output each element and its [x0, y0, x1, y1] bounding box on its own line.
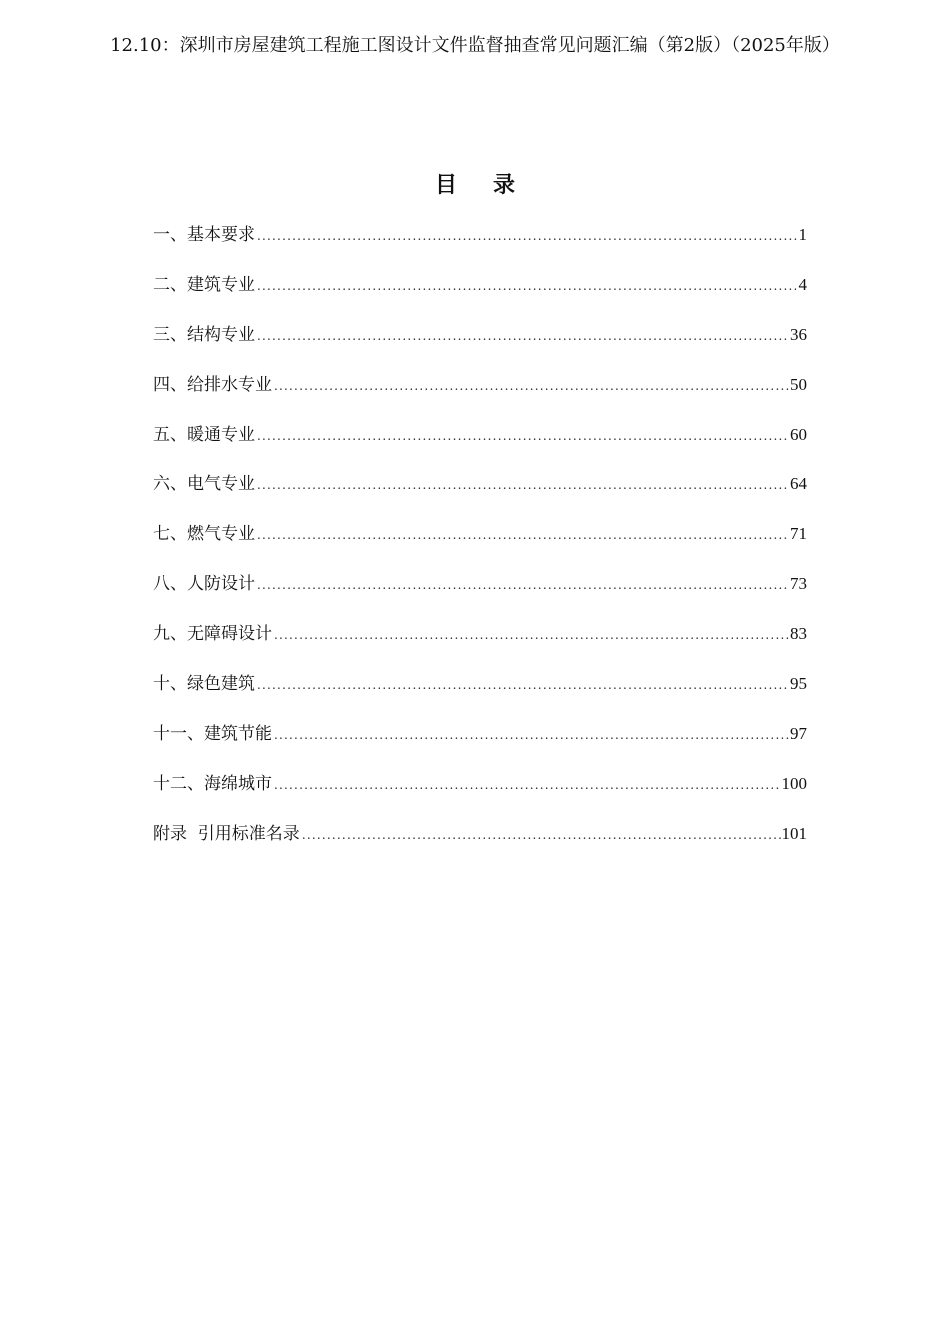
- dot-leader: [257, 672, 789, 698]
- toc-entry-page: 95: [790, 674, 807, 694]
- toc-entry-hvac[interactable]: [153, 422, 807, 472]
- toc-entry-label: 二、建筑专业: [153, 274, 255, 295]
- toc-entry-label: 五、暖通专业: [153, 424, 255, 445]
- dot-leader: [302, 822, 781, 848]
- toc-entry-green-building[interactable]: [153, 671, 807, 721]
- toc-entry-page: 64: [790, 474, 807, 494]
- toc-entry-label: 三、结构专业: [153, 324, 255, 345]
- toc-entry-label: 八、人防设计: [153, 574, 255, 595]
- toc-entry-page: 73: [790, 574, 807, 594]
- dot-leader: [257, 572, 789, 598]
- toc-entry-basic-requirements[interactable]: [153, 222, 807, 272]
- toc-entry-page: 1: [798, 225, 807, 244]
- toc-entry-page: 50: [790, 374, 807, 394]
- dot-leader: [257, 273, 798, 299]
- toc-title-char-2: 录: [493, 172, 516, 198]
- toc-entry-label: 九、无障碍设计: [153, 624, 272, 645]
- toc-entry-label: 十二、海绵城市: [153, 773, 272, 794]
- toc-entry-civil-defense[interactable]: [153, 571, 807, 621]
- toc-entry-architecture[interactable]: [153, 272, 807, 322]
- dot-leader: [274, 622, 789, 648]
- toc-entry-page: 71: [790, 524, 807, 544]
- dot-leader: [257, 472, 789, 498]
- toc-entry-electrical[interactable]: [153, 471, 807, 521]
- dot-leader: [274, 722, 789, 748]
- toc-entry-accessibility[interactable]: [153, 621, 807, 671]
- toc-entry-sponge-city[interactable]: [153, 771, 807, 821]
- dot-leader: [257, 522, 789, 548]
- dot-leader: [274, 373, 789, 399]
- toc-entry-page: 101: [781, 823, 807, 843]
- toc-entry-page: 36: [790, 324, 807, 344]
- toc-list: [153, 222, 807, 871]
- toc-entry-label: 十一、建筑节能: [153, 723, 272, 744]
- dot-leader: [257, 223, 798, 249]
- toc-entry-label: 一、基本要求: [153, 225, 255, 245]
- toc-title-char-1: 目: [434, 172, 457, 198]
- toc-entry-energy-saving[interactable]: [153, 721, 807, 771]
- toc-entry-label: 七、燃气专业: [153, 524, 255, 545]
- toc-entry-label: 附录 引用标准名录: [153, 823, 300, 844]
- dot-leader: [274, 772, 781, 798]
- toc-entry-label: 四、给排水专业: [153, 374, 272, 395]
- toc-entry-structure[interactable]: [153, 322, 807, 372]
- toc-title: [0, 170, 950, 200]
- toc-entry-gas[interactable]: [153, 521, 807, 571]
- toc-entry-label: 十、绿色建筑: [153, 674, 255, 695]
- toc-entry-page: 100: [781, 773, 807, 793]
- toc-entry-page: 83: [790, 624, 807, 644]
- toc-entry-page: 4: [798, 274, 807, 294]
- toc-entry-appendix-standards[interactable]: [153, 821, 807, 871]
- document-header: 12.10：深圳市房屋建筑工程施工图设计文件监督抽查常见问题汇编（第2版）（2025年版）: [110, 35, 840, 56]
- toc-entry-label: 六、电气专业: [153, 474, 255, 495]
- toc-entry-plumbing[interactable]: [153, 372, 807, 422]
- dot-leader: [257, 323, 789, 349]
- toc-entry-page: 97: [790, 723, 807, 743]
- dot-leader: [257, 423, 789, 449]
- toc-entry-page: 60: [790, 424, 807, 444]
